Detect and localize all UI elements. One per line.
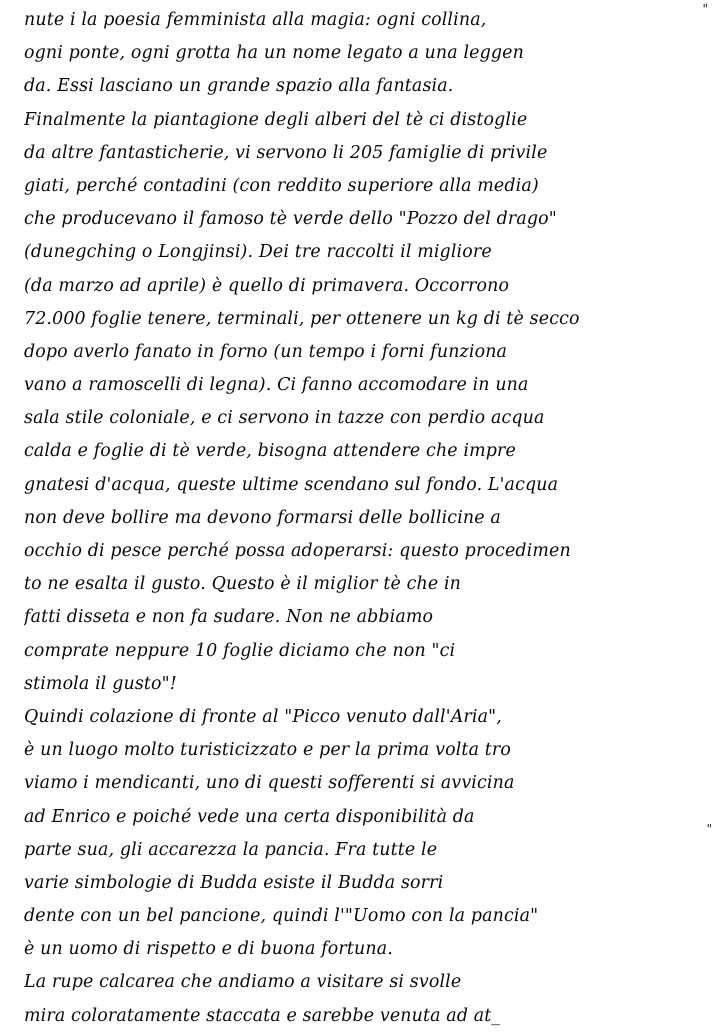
text-line: vano a ramoscelli di legna). Ci fanno accomodare in una	[24, 375, 529, 396]
text-line: varie simbologie di Budda esiste il Budda sorri	[24, 872, 444, 893]
handwritten-text-block	[24, 4, 700, 1033]
text-line: giati, perché contadini (con reddito superiore alla media)	[24, 175, 539, 196]
text-line: ad Enrico e poiché vede una certa disponibilità da	[24, 806, 475, 827]
text-line: ogni ponte, ogni grotta ha un nome legato a una leggen	[24, 43, 524, 64]
text-line: mira coloratamente staccata e sarebbe venuta ad at_	[24, 1005, 501, 1026]
text-line: sala stile coloniale, e ci servono in tazze con perdio acqua	[24, 408, 545, 429]
text-line: da. Essi lasciano un grande spazio alla fantasia.	[24, 76, 454, 97]
text-line: Finalmente la piantagione degli alberi del tè ci distoglie	[24, 109, 528, 130]
text-line: da altre fantasticherie, vi servono li 205 famiglie di privile	[24, 142, 548, 163]
text-line: Quindi colazione di fronte al "Picco venuto dall'Aria",	[24, 706, 502, 727]
text-line: calda e foglie di tè verde, bisogna attendere che impre	[24, 441, 516, 462]
corner-mark: "	[702, 2, 708, 16]
text-line: nute i la poesia femminista alla magia: ogni collina,	[24, 10, 487, 30]
margin-mark: "	[706, 822, 712, 836]
text-line: stimola il gusto"!	[24, 673, 177, 694]
text-line: gnatesi d'acqua, queste ultime scendano sul fondo. L'acqua	[24, 474, 559, 495]
text-line: dopo averlo fanato in forno (un tempo i forni funziona	[24, 341, 508, 362]
text-line: (da marzo ad aprile) è quello di primavera. Occorrono	[24, 275, 510, 296]
text-line: dente con un bel pancione, quindi l'"Uomo con la pancia"	[24, 906, 539, 927]
text-line: parte sua, gli accarezza la pancia. Fra tutte le	[24, 839, 438, 860]
text-line: fatti disseta e non fa sudare. Non ne abbiamo	[24, 607, 434, 628]
text-line: occhio di pesce perché possa adoperarsi: questo procedimen	[24, 541, 571, 561]
text-line: non deve bollire ma devono formarsi delle bollicine a	[24, 507, 501, 528]
text-line: è un uomo di rispetto e di buona fortuna.	[24, 939, 393, 960]
text-line: che producevano il famoso tè verde dello "Pozzo del drago"	[24, 209, 557, 230]
text-line: (dunegching o Longjinsi). Dei tre raccolti il migliore	[24, 242, 492, 263]
text-line: comprate neppure 10 foglie diciamo che non "ci	[24, 640, 456, 661]
text-line: to ne esalta il gusto. Questo è il miglior tè che in	[24, 574, 462, 595]
text-line: è un luogo molto turisticizzato e per la prima volta tro	[24, 740, 511, 761]
text-line: La rupe calcarea che andiamo a visitare si svolle	[24, 972, 462, 993]
text-line: 72.000 foglie tenere, terminali, per ottenere un kg di tè secco	[24, 308, 580, 329]
text-line: viamo i mendicanti, uno di questi sofferenti si avvicina	[24, 773, 515, 794]
